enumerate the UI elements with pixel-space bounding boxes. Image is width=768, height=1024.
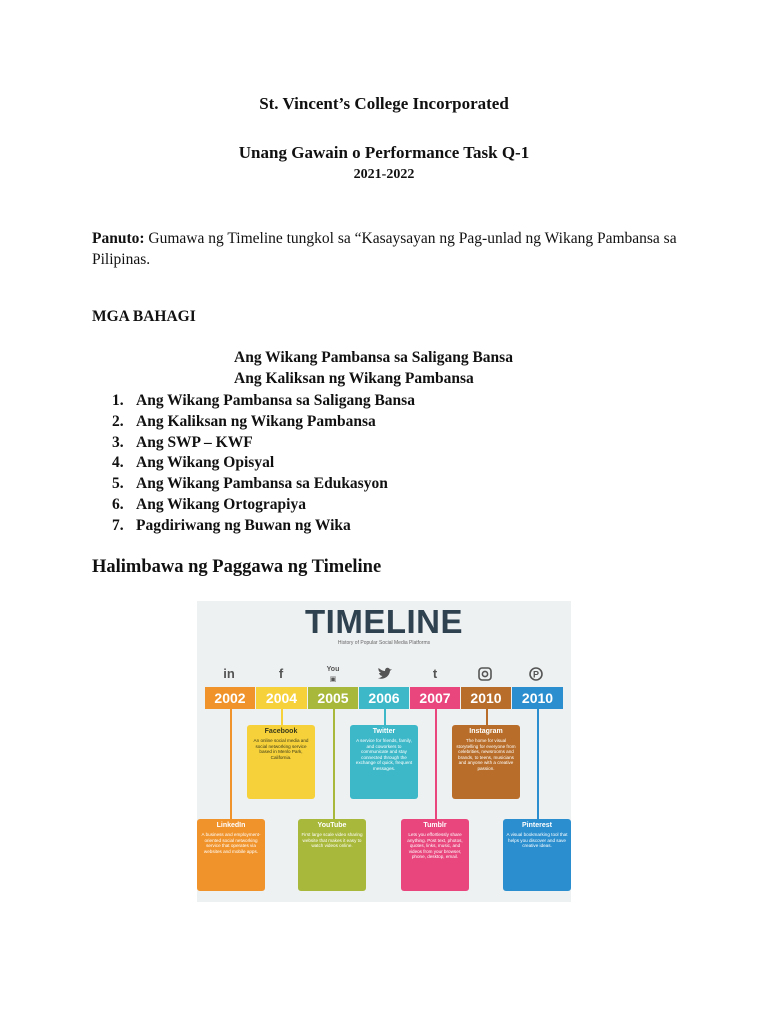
card-tumblr: Tumblr Lets you effortlessly share anything. Post text, photos, quotes, links, music, and videos from your browser, phone, desktop, email. [401, 819, 469, 891]
list-item: 7. Pagdiriwang ng Buwan ng Wika [112, 516, 351, 534]
card-youtube: YouTube First large scale video sharing website that makes it easy to watch videos online. [298, 819, 366, 891]
school-year: 2021-2022 [353, 167, 415, 182]
stem [333, 709, 335, 819]
instagram-icon [471, 662, 499, 686]
example-heading: Halimbawa ng Paggawa ng Timeline [92, 557, 382, 577]
parts-heading: MGA BAHAGI [92, 308, 196, 325]
instructions-text: Gumawa ng Timeline tungkol sa “Kasaysayan ng Pag-unlad ng Wikang Pambansa sa Pilipinas. [92, 230, 677, 268]
instructions-label: Panuto: [92, 230, 145, 247]
stem [486, 709, 488, 725]
stem [537, 709, 539, 819]
instructions [92, 228, 692, 270]
card-twitter: Twitter A service for friends, family, and coworkers to communicate and stay connected through the exchange of quick, frequent messages. [350, 725, 418, 799]
stem [230, 709, 232, 819]
linkedin-icon: in [223, 666, 235, 681]
stem [384, 709, 386, 725]
card-linkedin: LinkedIn A business and employment-oriented social networking service that operates via websites and mobile apps. [197, 819, 265, 891]
list-item: 2. Ang Kaliksan ng Wikang Pambansa [112, 412, 376, 430]
stem [435, 709, 437, 819]
twitter-icon [371, 662, 399, 686]
card-facebook: Facebook An online social media and social networking service based in Menlo Park, California. [247, 725, 315, 799]
centered-line-1: Ang Wikang Pambansa sa Saligang Bansa [234, 349, 513, 366]
list-item: 1. Ang Wikang Pambansa sa Saligang Bansa [112, 392, 415, 409]
stem [281, 709, 283, 725]
year-2006: 2006 [359, 687, 409, 709]
pinterest-icon [522, 662, 550, 686]
task-title: Unang Gawain o Performance Task Q-1 [238, 143, 530, 162]
year-2004: 2004 [256, 687, 307, 709]
timeline-title: TIMELINE [305, 603, 463, 640]
tumblr-icon: t [432, 666, 438, 681]
timeline-image [197, 601, 571, 902]
parts-list [112, 391, 415, 537]
card-instagram: Instagram The home for visual storytelling for everyone from celebrities, newsrooms and brands, to teens, musicians and anyone with a creative passion. [452, 725, 520, 799]
year-2002: 2002 [205, 687, 255, 709]
list-item: 4. Ang Wikang Opisyal [112, 454, 275, 472]
youtube-icon: You ▣ [326, 666, 340, 683]
year-2010-a: 2010 [461, 687, 511, 709]
year-2005: 2005 [308, 687, 358, 709]
year-2010-b: 2010 [512, 687, 563, 709]
school-name: St. Vincent’s College Incorporated [259, 94, 509, 113]
list-item: 3. Ang SWP – KWF [112, 433, 253, 451]
facebook-icon: f [278, 666, 284, 681]
centered-line-2: Ang Kaliksan ng Wikang Pambansa [234, 370, 474, 387]
timeline-subtitle: History of Popular Social Media Platforms [337, 640, 431, 646]
year-2007: 2007 [410, 687, 460, 709]
list-item: 6. Ang Wikang Ortograpiya [112, 495, 306, 513]
card-pinterest: Pinterest A visual bookmarking tool that helps you discover and save creative ideas. [503, 819, 571, 891]
svg-text:P: P [532, 669, 540, 680]
list-item: 5. Ang Wikang Pambansa sa Edukasyon [112, 475, 388, 493]
